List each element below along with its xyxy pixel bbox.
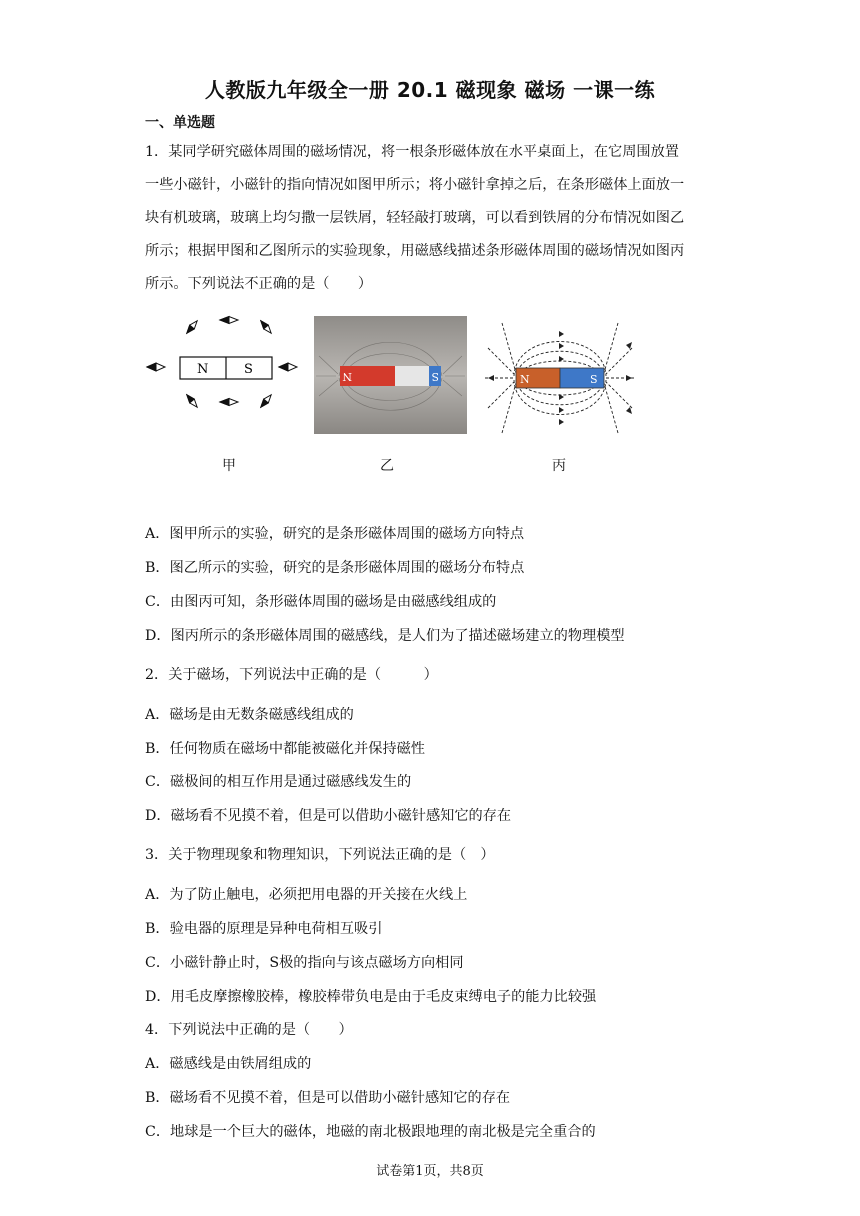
svg-text:N: N: [520, 373, 530, 386]
question-1-option-d: D．图丙所示的条形磁体周围的磁感线，是人们为了描述磁场建立的物理模型: [145, 628, 625, 644]
question-3-stem: 3．关于物理现象和物理知识，下列说法正确的是（ ）: [145, 847, 495, 863]
question-2-option-b: B．任何物质在磁场中都能被磁化并保持磁性: [145, 741, 425, 757]
question-3-option-b: B．验电器的原理是异种电荷相互吸引: [145, 921, 383, 937]
question-2-option-c: C．磁极间的相互作用是通过磁感线发生的: [145, 774, 412, 790]
question-4-option-b: B．磁场看不见摸不着，但是可以借助小磁针感知它的存在: [145, 1090, 511, 1106]
question-2-option-a: A．磁场是由无数条磁感线组成的: [145, 707, 354, 723]
question-2-option-d: D．磁场看不见摸不着，但是可以借助小磁针感知它的存在: [145, 808, 512, 824]
question-1-option-c: C．由图丙可知，条形磁体周围的磁场是由磁感线组成的: [145, 594, 497, 610]
figure-label-yi: 乙: [380, 458, 394, 474]
question-1-line: 所示。下列说法不正确的是（ ）: [145, 276, 373, 292]
question-4-option-c: C．地球是一个巨大的磁体，地磁的南北极跟地理的南北极是完全重合的: [145, 1124, 596, 1140]
svg-text:S: S: [431, 370, 439, 383]
question-4-stem: 4．下列说法中正确的是（ ）: [145, 1022, 353, 1038]
question-1-option-a: A．图甲所示的实验，研究的是条形磁体周围的磁场方向特点: [145, 526, 525, 542]
figure-bing-field-lines: [480, 318, 640, 436]
question-1-line: 一些小磁针，小磁针的指向情况如图甲所示；将小磁针拿掉之后，在条形磁体上面放一: [145, 177, 685, 193]
figure-label-bing: 丙: [552, 458, 566, 474]
question-2-stem: 2．关于磁场，下列说法中正确的是（ ）: [145, 667, 438, 683]
question-3-option-d: D．用毛皮摩擦橡胶棒，橡胶棒带负电是由于毛皮束缚电子的能力比较强: [145, 989, 597, 1005]
figure-jia-compass-diagram: [140, 305, 315, 420]
svg-text:N: N: [342, 370, 352, 383]
question-1-line: 所示；根据甲图和乙图所示的实验现象，用磁感线描述条形磁体周围的磁场情况如图丙: [145, 243, 685, 259]
question-1-stem: [145, 136, 717, 301]
page-footer: 试卷第1页，共8页: [376, 1164, 484, 1179]
figure-label-jia: 甲: [222, 458, 236, 474]
question-3-option-c: C．小磁针静止时，S极的指向与该点磁场方向相同: [145, 955, 464, 971]
question-1-line: 块有机玻璃，玻璃上均匀撒一层铁屑，轻轻敲打玻璃，可以看到铁屑的分布情况如图乙: [145, 210, 685, 226]
magnet-s-label: S: [244, 362, 253, 377]
question-1-option-b: B．图乙所示的实验，研究的是条形磁体周围的磁场分布特点: [145, 560, 525, 576]
section-heading: 一、单选题: [145, 115, 215, 131]
question-1-line: 1．某同学研究磁体周围的磁场情况，将一根条形磁体放在水平桌面上，在它周围放置: [145, 144, 679, 160]
page-title: 人教版九年级全一册 20.1 磁现象 磁场 一课一练: [204, 78, 656, 102]
figure-yi-iron-filings-photo: [314, 316, 467, 434]
magnet-n-label: N: [197, 362, 209, 377]
question-3-option-a: A．为了防止触电，必须把用电器的开关接在火线上: [145, 887, 468, 903]
svg-text:S: S: [590, 373, 598, 386]
question-4-option-a: A．磁感线是由铁屑组成的: [145, 1056, 312, 1072]
